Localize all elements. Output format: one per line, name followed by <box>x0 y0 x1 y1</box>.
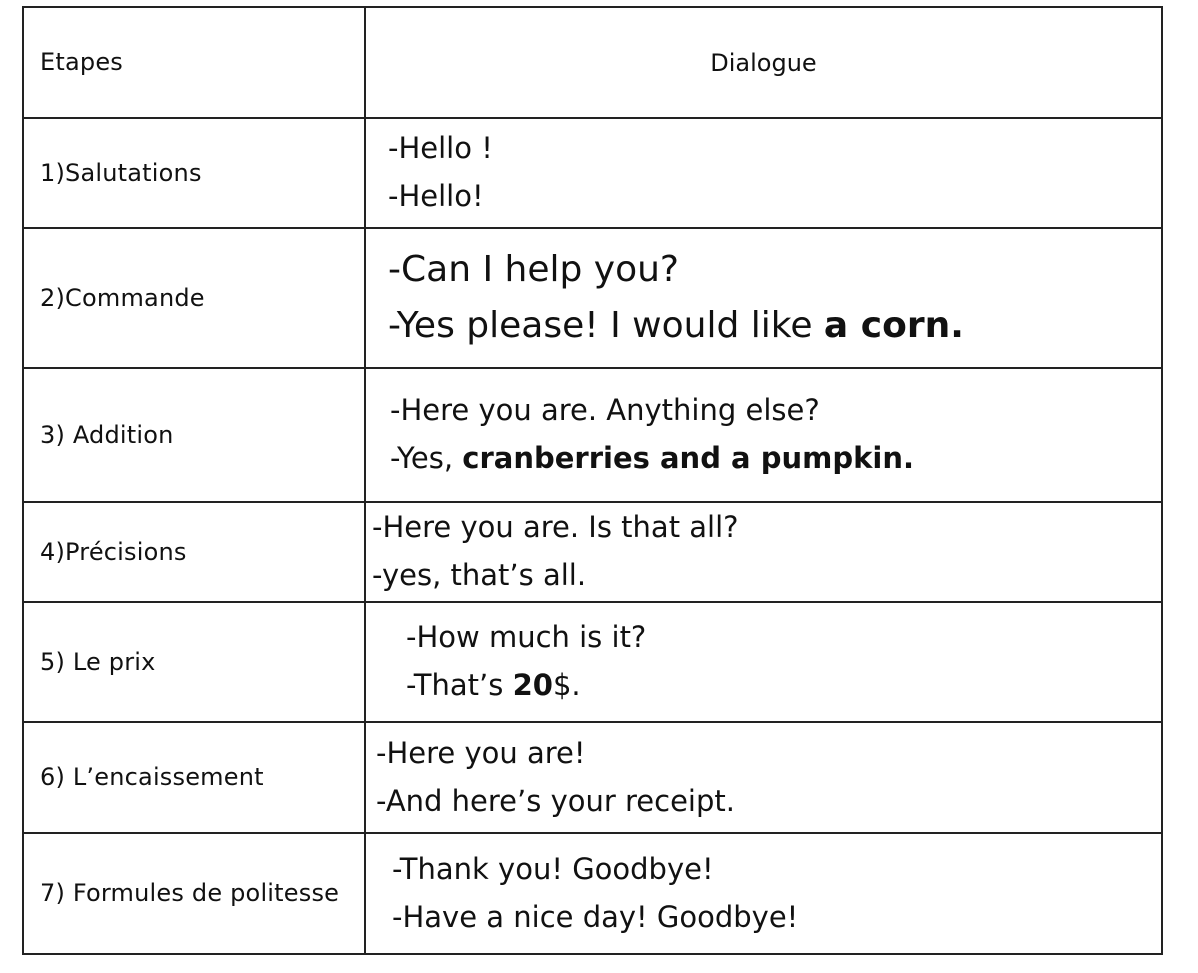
dialogue-line <box>390 435 1161 483</box>
table-row <box>23 833 1162 954</box>
dialogue-line <box>392 894 1161 942</box>
dialogue-line <box>406 614 1161 662</box>
dialogue-line <box>388 242 1161 298</box>
dialogue-table <box>22 6 1163 955</box>
step-cell: 7) Formules de politesse <box>23 833 365 954</box>
dialogue-text: -Have a nice day! Goodbye! <box>392 899 799 934</box>
dialogue-text: -Here you are. Is that all? <box>372 510 739 545</box>
dialogue-line <box>388 125 1161 173</box>
step-cell: 4)Précisions <box>23 502 365 602</box>
dialogue-line <box>388 173 1161 221</box>
table-row <box>23 602 1162 722</box>
header-dialogue-cell: Dialogue <box>365 7 1162 118</box>
step-cell: 1)Salutations <box>23 118 365 228</box>
dialogue-line <box>372 504 1161 552</box>
step-cell: 2)Commande <box>23 228 365 368</box>
dialogue-bold-text: a corn. <box>823 305 964 346</box>
dialogue-text: -Hello ! <box>388 131 493 166</box>
dialogue-text: -How much is it? <box>406 620 647 655</box>
dialogue-text: $. <box>552 668 581 702</box>
dialogue-text: -Yes please! I would like <box>388 305 824 346</box>
step-cell: 3) Addition <box>23 368 365 502</box>
table-row <box>23 502 1162 602</box>
step-cell: 5) Le prix <box>23 602 365 722</box>
table-row <box>23 368 1162 502</box>
dialogue-cell <box>365 602 1162 722</box>
dialogue-bold-text: cranberries and a pumpkin. <box>462 441 914 475</box>
dialogue-cell <box>365 722 1162 833</box>
dialogue-text: -That’s <box>406 668 513 702</box>
dialogue-cell <box>365 118 1162 228</box>
dialogue-text: -Yes, <box>390 441 463 475</box>
dialogue-text: -Can I help you? <box>388 249 680 291</box>
dialogue-line <box>372 552 1161 600</box>
dialogue-cell <box>365 833 1162 954</box>
header-steps-cell: Etapes <box>23 7 365 118</box>
dialogue-line <box>376 730 1161 778</box>
step-cell: 6) L’encaissement <box>23 722 365 833</box>
table-row <box>23 722 1162 833</box>
dialogue-cell <box>365 502 1162 602</box>
table-header-row <box>23 7 1162 118</box>
dialogue-text: -yes, that’s all. <box>372 558 587 592</box>
dialogue-line <box>392 846 1161 894</box>
dialogue-bold-text: 20 <box>512 668 553 702</box>
dialogue-text: -And here’s your receipt. <box>376 783 735 818</box>
dialogue-text: -Here you are! <box>376 735 586 770</box>
dialogue-text: -Here you are. Anything else? <box>390 393 820 428</box>
dialogue-line <box>390 387 1161 435</box>
dialogue-line <box>376 778 1161 826</box>
dialogue-text: -Hello! <box>388 179 484 213</box>
table-row <box>23 118 1162 228</box>
dialogue-cell <box>365 228 1162 368</box>
dialogue-line <box>388 298 1161 354</box>
dialogue-cell <box>365 368 1162 502</box>
dialogue-line <box>406 662 1161 710</box>
dialogue-text: -Thank you! Goodbye! <box>392 851 714 886</box>
table-row <box>23 228 1162 368</box>
